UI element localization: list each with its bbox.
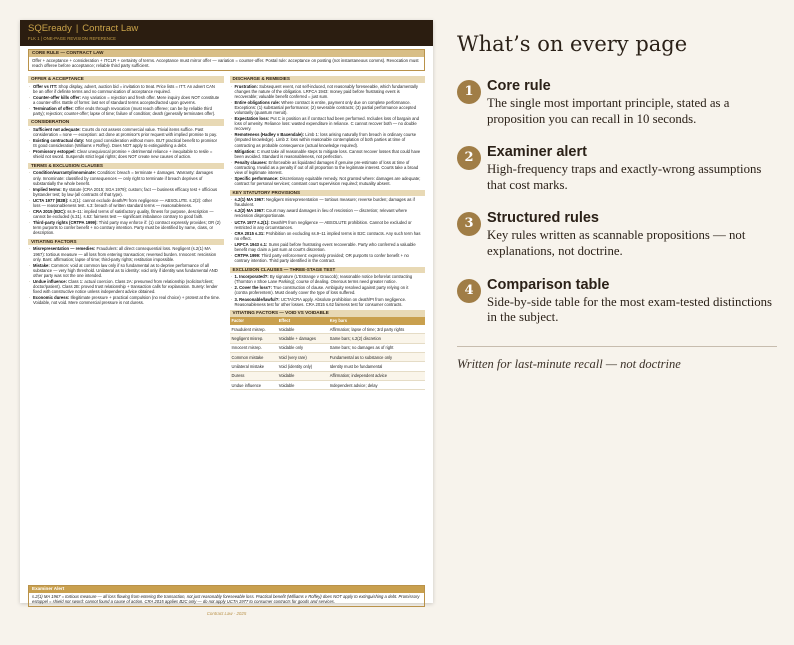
rule-item xyxy=(230,175,426,186)
core-rule-text: Offer + acceptance + consideration + ITCLR + certainty of terms. Acceptance must mirror offer — variation = counter-offer. Postal rule: acceptance on posting (not instantaneous comms). Revocation must reach offeree before acceptance; reliable third party sufficient. xyxy=(32,57,419,68)
rule-term: s.2(1) MA 1967: xyxy=(234,197,265,203)
table-row xyxy=(230,325,426,334)
table-column-header: Key bars xyxy=(328,317,425,325)
sheet-title xyxy=(28,23,425,35)
feature-description: Side-by-side table for the most exam-tested distinctions in the subject. xyxy=(487,294,773,325)
rule-term: CRA 2015 (B2C): xyxy=(33,209,67,215)
rule-term: Third-party rights (CRTPA 1999): xyxy=(33,220,98,226)
feature-title: Structured rules xyxy=(487,210,599,227)
rule-term: Termination of offer: xyxy=(33,105,74,111)
brand-name: SQEready xyxy=(28,23,72,34)
rule-term: Economic duress: xyxy=(33,295,70,301)
rule-item xyxy=(230,252,426,263)
rule-item xyxy=(230,131,426,147)
feature-item xyxy=(457,210,777,259)
section-heading: OFFER & ACCEPTANCE xyxy=(28,76,224,83)
rule-text: Courts do not assess commercial value. Trivial items suffice. Past consideration = none — exception: act done at promisor's prior request with implied promise to pay. xyxy=(33,126,218,138)
rule-item xyxy=(230,273,426,284)
table-cell: Identity must be fundamental xyxy=(328,362,425,371)
table-cell: Void (identity only) xyxy=(277,362,328,371)
rule-text: Shop display, advert, auction bid = invitation to treat. Price lists = ITT. An advert CAN be an offer if definite terms and no communication of acceptance required. xyxy=(33,83,215,94)
rule-item xyxy=(28,219,224,235)
vitiating-factors-table xyxy=(230,317,426,391)
rule-text: Enforceable as liquidated damages if genuine pre-estimate of loss at time of contracting. Invalid as a penalty if out of all proportion to the legitimate interest. Courts take a broad view of legitimate interest. xyxy=(234,159,419,175)
rule-term: s.2(2) MA 1967: xyxy=(234,208,265,214)
section xyxy=(230,76,426,186)
rule-item xyxy=(28,94,224,105)
section xyxy=(28,119,224,159)
table-cell: Common mistake xyxy=(230,352,277,361)
table-cell: Same bars; s.2(2) discretion xyxy=(328,334,425,343)
feature-number-badge: 1 xyxy=(457,80,481,104)
table-cell: Duress xyxy=(230,371,277,380)
rule-item xyxy=(28,105,224,116)
feature-description: Key rules written as scannable propositions — not explanations, not doctrine. xyxy=(487,228,746,258)
rule-item xyxy=(28,208,224,219)
table-cell: Affirmation; lapse of time; 3rd party rights xyxy=(328,325,425,334)
rule-text: Death/PI from negligence — ABSOLUTE prohibition. Cannot be excluded or restricted in any circumstances. xyxy=(234,219,412,230)
rule-text: UCTA/CRA apply. Absolute prohibition on death/PI from negligence. Reasonableness test for other losses. CRA 2015 s.62 fairness test for consumer contracts. xyxy=(234,296,407,307)
rule-text: Negligent misrepresentation — tortious measure; reverse burden; damages as if fraudulent. xyxy=(234,197,415,208)
right-column xyxy=(230,76,426,394)
features-list xyxy=(457,78,777,326)
rule-item xyxy=(28,294,224,305)
rule-term: Entire obligations rule: xyxy=(234,99,281,105)
table-row xyxy=(230,362,426,371)
rule-item xyxy=(28,245,224,261)
core-rule-box xyxy=(28,49,425,71)
rule-term: UCTA 1977 (B2B): xyxy=(33,197,69,203)
rule-text: Prohibition on excluding ss.9–11 implied terms in B2C contracts. Any such term has no effect. xyxy=(234,230,421,241)
panel-divider xyxy=(457,346,777,347)
table-row xyxy=(230,343,426,352)
section xyxy=(28,163,224,236)
rule-term: Expectation loss: xyxy=(234,116,270,122)
core-rule-heading: CORE RULE — CONTRACT LAW xyxy=(29,50,424,57)
section xyxy=(28,239,224,306)
table-cell: Undue influence xyxy=(230,381,277,390)
rule-term: Existing contractual duty: xyxy=(33,138,85,144)
rule-item xyxy=(230,284,426,295)
rule-text: Condition: breach = terminate + damages. Warranty: damages only. Innominate: classified by consequences — only right to terminate if breach deprives of substantially the whole benefit. xyxy=(33,170,213,186)
feature-number-badge: 2 xyxy=(457,146,481,170)
rule-text: Where contract is entire, payment only due on complete performance. Exceptions: (1) substantial performance; (2) severable contracts; (3) partial performance accepted voluntarily (quantum meruit). xyxy=(234,99,417,115)
table-cell: Fundamental as to substance only xyxy=(328,352,425,361)
rule-item xyxy=(230,99,426,115)
table-cell: Unilateral mistake xyxy=(230,362,277,371)
rule-term: Condition/warranty/innominate: xyxy=(33,170,97,176)
rule-item xyxy=(230,148,426,159)
rule-item xyxy=(28,83,224,94)
section xyxy=(230,190,426,264)
rule-item xyxy=(230,296,426,307)
rule-item xyxy=(230,115,426,131)
panel-title: What’s on every page xyxy=(457,32,688,56)
rule-item xyxy=(28,148,224,159)
rule-term: CRTPA 1999: xyxy=(234,253,261,259)
rule-term: Undue influence: xyxy=(33,278,67,284)
table-cell: Fraudulent misrep. xyxy=(230,325,277,334)
section xyxy=(28,76,224,116)
rule-text: Limb 1: loss arising naturally from breach in ordinary course (imputed knowledge). Limb 2: loss within reasonable contemplation of both parties at time of contracting as probable consequence (actual knowledge required). xyxy=(234,132,417,148)
feature-description: High-frequency traps and exactly-wrong assumptions that cost marks. xyxy=(487,162,762,192)
title-separator: | xyxy=(75,23,79,34)
rule-term: 3. Reasonable/lawful?: xyxy=(234,296,280,302)
rule-text: Subsequent event, not self-induced, not reasonably foreseeable, which fundamentally changes the nature of the obligation. LRFCA 1943: money paid before frustrating event is recoverable; valuable benefit conferred = just sum. xyxy=(234,83,418,99)
section-heading: KEY STATUTORY PROVISIONS xyxy=(230,190,426,197)
examiner-alert-box xyxy=(28,585,425,607)
feature-title: Comparison table xyxy=(487,276,610,293)
rule-text: C must take all reasonable steps to mitigate loss. Cannot recover losses that could have been avoided. Standard is reasonableness, not perfection. xyxy=(234,148,421,159)
table-cell: Voidable xyxy=(277,325,328,334)
rule-term: Promissory estoppel: xyxy=(33,149,76,155)
table-column-header: Factor xyxy=(230,317,277,325)
table-row xyxy=(230,334,426,343)
rule-text: Any variation = rejection and fresh offer. Mere inquiry does NOT constitute a counter-offer. Battle of forms: last set of standard terms accepted/acted upon governs. xyxy=(33,94,220,105)
table-heading: VITIATING FACTORS — VOID VS VOIDABLE xyxy=(230,310,426,317)
table-cell: Voidable only xyxy=(277,343,328,352)
rule-term: Sufficient not adequate: xyxy=(33,126,81,132)
table-cell: Independent advice; delay xyxy=(328,381,425,390)
sheet-footer: Contract Law · 2025 xyxy=(206,611,247,616)
rule-term: Offer vs ITT: xyxy=(33,83,58,89)
right-sections xyxy=(230,76,426,307)
feature-item xyxy=(457,144,777,193)
rule-term: Remoteness (Hadley v Baxendale): xyxy=(234,132,305,138)
rule-text: Court may award damages in lieu of rescission — discretion; relevant where rescission disproportionate. xyxy=(234,208,408,219)
rule-text: Fraudulent: all direct consequential loss. Negligent (s.2(1) MA 1967): tortious measure — all loss from entering transaction; reversed burden. Innocent: rescission only. Bars: affirmation; lapse of time; third-party rights; restitution impossible. xyxy=(33,246,217,262)
rule-text: By statute (CRA 2015; SGA 1979); custom; fact — business efficacy test + officious bystander test; by law (all contracts of that type). xyxy=(33,186,218,197)
rule-term: Misrepresentation — remedies: xyxy=(33,246,96,252)
rule-item xyxy=(28,186,224,197)
rule-text: Third party enforcement: expressly provided; OR purports to confer benefit + no contrary intention. Third party identified in the contract. xyxy=(234,253,409,264)
table-cell: Innocent misrep. xyxy=(230,343,277,352)
feature-number-badge: 3 xyxy=(457,212,481,236)
sheet-columns xyxy=(28,76,425,394)
rule-text: By signature (L'Estrange v Graucob); reasonable notice before/at contracting (Thornton v Shoe Lane Parking); course of dealing. Onerous terms need greater notice. xyxy=(234,274,413,285)
rule-item xyxy=(230,196,426,207)
table-cell: Voidable + damages xyxy=(277,334,328,343)
section-heading: DISCHARGE & REMEDIES xyxy=(230,76,426,83)
rule-text: Not good consideration without more. BUT practical benefit to promisor IS good consideration (Williams v Roffey). Does NOT apply to extinguishing a debt. xyxy=(33,138,218,149)
sheet-subtitle: FLK 1 | ONE-PAGE REVISION REFERENCE xyxy=(28,36,117,41)
table-body xyxy=(230,325,426,390)
rule-term: Penalty clauses: xyxy=(234,159,268,165)
section-heading: EXCLUSION CLAUSES — THREE-STAGE TEST xyxy=(230,267,426,274)
rule-term: Implied terms: xyxy=(33,186,62,192)
table-header-row xyxy=(230,317,426,325)
table-cell: Voidable xyxy=(277,371,328,380)
features-panel xyxy=(457,32,777,372)
rule-item xyxy=(28,262,224,278)
rule-term: LRFCA 1943 s.1: xyxy=(234,241,268,247)
rule-term: 2. Cover the loss?: xyxy=(234,285,272,291)
sheet-header xyxy=(20,20,433,46)
feature-description: The single most important principle, stated as a proposition you can recall in 10 seconds. xyxy=(487,96,730,126)
rule-text: True construction of clause. Ambiguity resolved against party relying on it (contra proferentem). Must clearly cover the type of loss suffered. xyxy=(234,285,409,296)
revision-sheet xyxy=(20,20,433,616)
table-row xyxy=(230,381,426,390)
section-heading: VITIATING FACTORS xyxy=(28,239,224,246)
rule-item xyxy=(230,241,426,252)
rule-text: Class 1: actual coercion. Class 2A: presumed from relationship (solicitor/client; doctor/patient). Class 2B: proved trust relationship + transaction calls for explanation. Surety: lender fixed with constructive notice unless independent advice obtained. xyxy=(33,278,218,295)
table-cell: Void (very rare) xyxy=(277,352,328,361)
rule-text: Discretionary equitable remedy. Not granted where: damages are adequate; contract for personal services; constant court supervision required; mutuality absent. xyxy=(234,176,421,187)
table-cell: Voidable xyxy=(277,381,328,390)
rule-text: Common: void at common law only if so fundamental as to deprive performance of all substance — very high threshold. Unilateral as to identity: void only if identity was fundamental AND other party was not the one intended. xyxy=(33,262,218,278)
section-heading: TERMS & EXCLUSION CLAUSES xyxy=(28,163,224,170)
rule-text: Clear unequivocal promise + detrimental reliance + inequitable to resile = shield not sword. Suspends strict legal rights; does NOT create new causes of action. xyxy=(33,149,213,160)
subject-name: Contract Law xyxy=(82,23,139,34)
rule-item xyxy=(230,219,426,230)
table-row xyxy=(230,371,426,380)
rule-text: s.2(1): cannot exclude death/PI from negligence — ABSOLUTE. s.2(2): other loss — reasonableness test. s.3: breach of written standard terms — reasonableness. xyxy=(33,197,212,208)
rule-term: UCTA 1977 s.2(1): xyxy=(234,219,270,225)
feature-title: Examiner alert xyxy=(487,144,587,161)
rule-term: Frustration: xyxy=(234,83,258,89)
table-column-header: Effect xyxy=(277,317,328,325)
rule-item xyxy=(230,159,426,175)
rule-item xyxy=(28,278,224,294)
rule-term: Mitigation: xyxy=(234,148,256,154)
table-row xyxy=(230,352,426,361)
alert-text: s.2(1) MA 1967 = tortious measure — all loss flowing from entering the transaction, not just reasonably foreseeable loss. Practical benefit (Williams v Roffey) does NOT apply to extinguishing a debt. Promissory estoppel = shield not sword: cannot found a cause of action. CRA 2015 applies B2C only — do not apply UCTA 1977 to consumer contracts for goods and services. xyxy=(32,593,420,604)
vitiating-table-section xyxy=(230,310,426,390)
table-cell: Negligent misrep. xyxy=(230,334,277,343)
panel-tagline: Written for last-minute recall — not doctrine xyxy=(457,356,681,371)
table-cell: Affirmation; independent advice xyxy=(328,371,425,380)
rule-text: Offer ends through revocation (must reach offeree; can be by reliable third party); rejection; counter-offer; lapse of time; failure of condition; death (generally terminates offer). xyxy=(33,105,216,116)
rule-item xyxy=(28,137,224,148)
rule-text: Third party may enforce if: (1) contract expressly provides; OR (2) term purports to confer benefit + no contrary intention. Party must be identified by name, class, or description. xyxy=(33,220,221,236)
left-column xyxy=(28,76,224,394)
rule-item xyxy=(28,126,224,137)
rule-item xyxy=(28,197,224,208)
rule-item xyxy=(230,207,426,218)
rule-item xyxy=(230,83,426,99)
rule-item xyxy=(28,169,224,185)
rule-term: Specific performance: xyxy=(234,176,279,182)
rule-term: CRA 2015 s.31: xyxy=(234,230,265,236)
rule-text: ss.9–11: implied terms of satisfactory quality, fitness for purpose, description — cannot be excluded (s.31). s.62: fairness test — significant imbalance contrary to good faith. xyxy=(33,209,214,220)
rule-text: Sums paid before frustrating event recoverable. Party who conferred a valuable benefit may claim a just sum at court's discretion. xyxy=(234,241,416,253)
feature-item xyxy=(457,277,777,326)
rule-term: Counter-offer kills offer: xyxy=(33,94,81,100)
rule-text: Illegitimate pressure + practical compulsion (no real choice) + protest at the time. Voidable, not void. Mere commercial pressure is not duress. xyxy=(33,295,221,306)
rule-item xyxy=(230,230,426,241)
feature-title: Core rule xyxy=(487,78,551,94)
section-heading: CONSIDERATION xyxy=(28,119,224,126)
feature-number-badge: 4 xyxy=(457,279,481,303)
section xyxy=(230,267,426,307)
rule-term: Mistake: xyxy=(33,262,50,268)
feature-item xyxy=(457,78,777,127)
rule-term: 1. Incorporated?: xyxy=(234,274,269,280)
rule-text: Put C in position as if contract had been performed. Includes loss of bargain and loss of amenity. Reliance loss: wasted expenditure in reliance. C cannot recover both — no double recovery. xyxy=(234,116,420,132)
table-cell: Same bars; no damages as of right xyxy=(328,343,425,352)
alert-heading: Examiner Alert xyxy=(29,586,424,593)
